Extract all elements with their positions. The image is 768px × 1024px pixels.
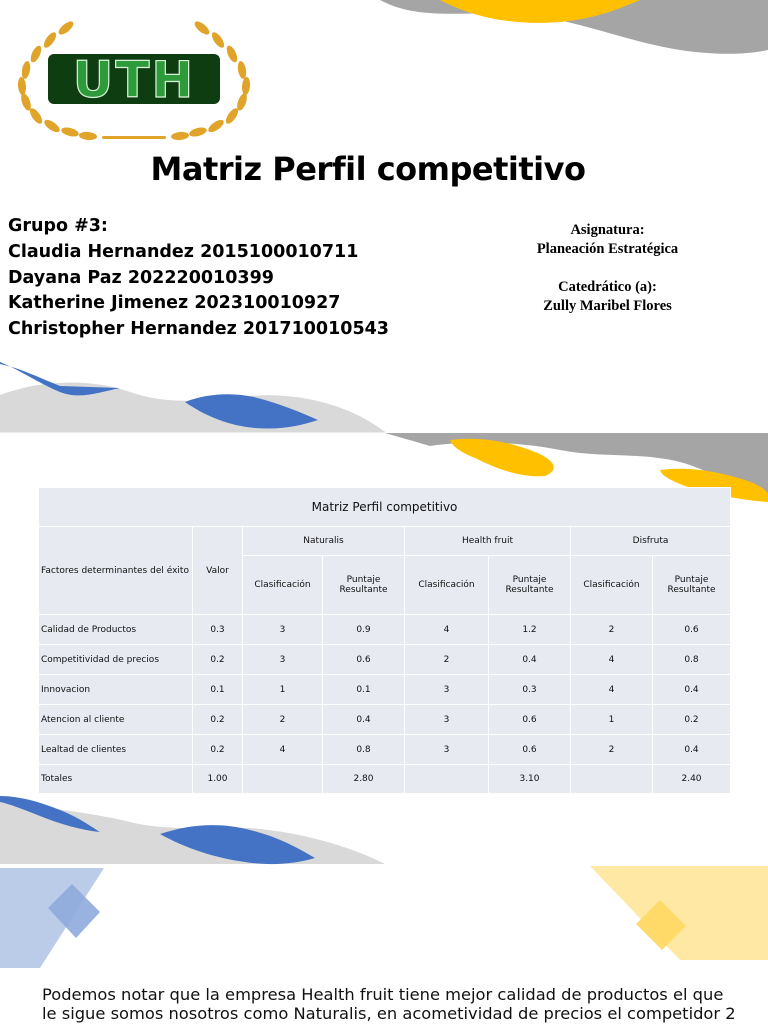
table-row (39, 735, 731, 765)
rating-cell: 2 (571, 735, 653, 765)
score-cell: 0.8 (323, 735, 405, 765)
value-cell: 0.2 (193, 705, 243, 735)
score-cell: 0.4 (323, 705, 405, 735)
value-cell: 0.3 (193, 615, 243, 645)
group-member: Katherine Jimenez 202310010927 (8, 293, 341, 314)
page-title: Matriz Perfil competitivo (150, 150, 586, 188)
totals-score: 2.80 (323, 765, 405, 794)
competitor-header: Disfruta (571, 527, 731, 556)
factor-header: Factores determinantes del éxito (39, 527, 193, 615)
score-cell: 0.1 (323, 675, 405, 705)
factor-cell: Innovacion (39, 675, 193, 705)
score-cell: 0.2 (653, 705, 731, 735)
score-header: Puntaje Resultante (323, 556, 405, 615)
blue-diamonds (0, 868, 104, 968)
yellow-diamonds (590, 866, 768, 960)
teacher-label: Catedrático (a): (558, 279, 657, 295)
group-member: Dayana Paz 202220010399 (8, 267, 274, 288)
score-cell: 0.6 (489, 705, 571, 735)
rating-header: Clasificación (571, 556, 653, 615)
rating-cell: 3 (243, 645, 323, 675)
matrix-table-container (38, 487, 730, 793)
mid-left-waves (0, 362, 385, 432)
value-cell: 0.1 (193, 675, 243, 705)
score-cell: 0.6 (653, 615, 731, 645)
matrix-table (38, 487, 731, 794)
empty-cell (571, 765, 653, 794)
summary-line: le sigue somos nosotros como Naturalis, en acometividad de precios el competidor 2 (42, 1004, 736, 1023)
subject-label: Asignatura: (570, 222, 645, 238)
score-cell: 1.2 (489, 615, 571, 645)
totals-score: 2.40 (653, 765, 731, 794)
rating-cell: 2 (571, 615, 653, 645)
empty-cell (243, 765, 323, 794)
rating-cell: 1 (243, 675, 323, 705)
summary-text (42, 985, 742, 1023)
group-member: Christopher Hernandez 201710010543 (8, 319, 389, 340)
score-cell: 0.6 (489, 735, 571, 765)
teacher-value: Zully Maribel Flores (543, 298, 672, 314)
score-cell: 0.4 (489, 645, 571, 675)
factor-cell: Atencion al cliente (39, 705, 193, 735)
competitor-header: Naturalis (243, 527, 405, 556)
value-cell: 0.2 (193, 645, 243, 675)
score-header: Puntaje Resultante (489, 556, 571, 615)
empty-cell (405, 765, 489, 794)
value-cell: 0.2 (193, 735, 243, 765)
rating-cell: 3 (405, 675, 489, 705)
rating-header: Clasificación (405, 556, 489, 615)
rating-cell: 4 (571, 645, 653, 675)
lower-left-waves (0, 796, 385, 864)
rating-header: Clasificación (243, 556, 323, 615)
group-member: Claudia Hernandez 2015100010711 (8, 241, 359, 262)
rating-cell: 3 (405, 705, 489, 735)
rating-cell: 2 (405, 645, 489, 675)
rating-cell: 3 (243, 615, 323, 645)
table-row (39, 615, 731, 645)
rating-cell: 4 (571, 675, 653, 705)
group-block (8, 214, 389, 343)
totals-row (39, 765, 731, 794)
totals-value: 1.00 (193, 765, 243, 794)
summary-line: Podemos notar que la empresa Health fruit tiene mejor calidad de productos el que (42, 985, 724, 1004)
score-cell: 0.3 (489, 675, 571, 705)
score-cell: 0.4 (653, 735, 731, 765)
totals-label: Totales (39, 765, 193, 794)
score-header: Puntaje Resultante (653, 556, 731, 615)
table-row (39, 705, 731, 735)
totals-score: 3.10 (489, 765, 571, 794)
subject-value: Planeación Estratégica (536, 241, 679, 257)
rating-cell: 4 (243, 735, 323, 765)
rating-cell: 2 (243, 705, 323, 735)
group-heading: Grupo #3: (8, 216, 108, 236)
top-right-waves (380, 0, 768, 54)
table-row (39, 645, 731, 675)
course-block (500, 221, 715, 316)
score-cell: 0.9 (323, 615, 405, 645)
factor-cell: Lealtad de clientes (39, 735, 193, 765)
factor-cell: Calidad de Productos (39, 615, 193, 645)
rating-cell: 3 (405, 735, 489, 765)
logo-text: UTH (72, 51, 196, 109)
score-cell: 0.6 (323, 645, 405, 675)
competitor-header: Health fruit (405, 527, 571, 556)
rating-cell: 4 (405, 615, 489, 645)
uth-logo (6, 8, 262, 144)
table-row (39, 675, 731, 705)
score-cell: 0.4 (653, 675, 731, 705)
table-title: Matriz Perfil competitivo (39, 488, 731, 527)
rating-cell: 1 (571, 705, 653, 735)
factor-cell: Competitividad de precios (39, 645, 193, 675)
value-header: Valor (193, 527, 243, 615)
score-cell: 0.8 (653, 645, 731, 675)
